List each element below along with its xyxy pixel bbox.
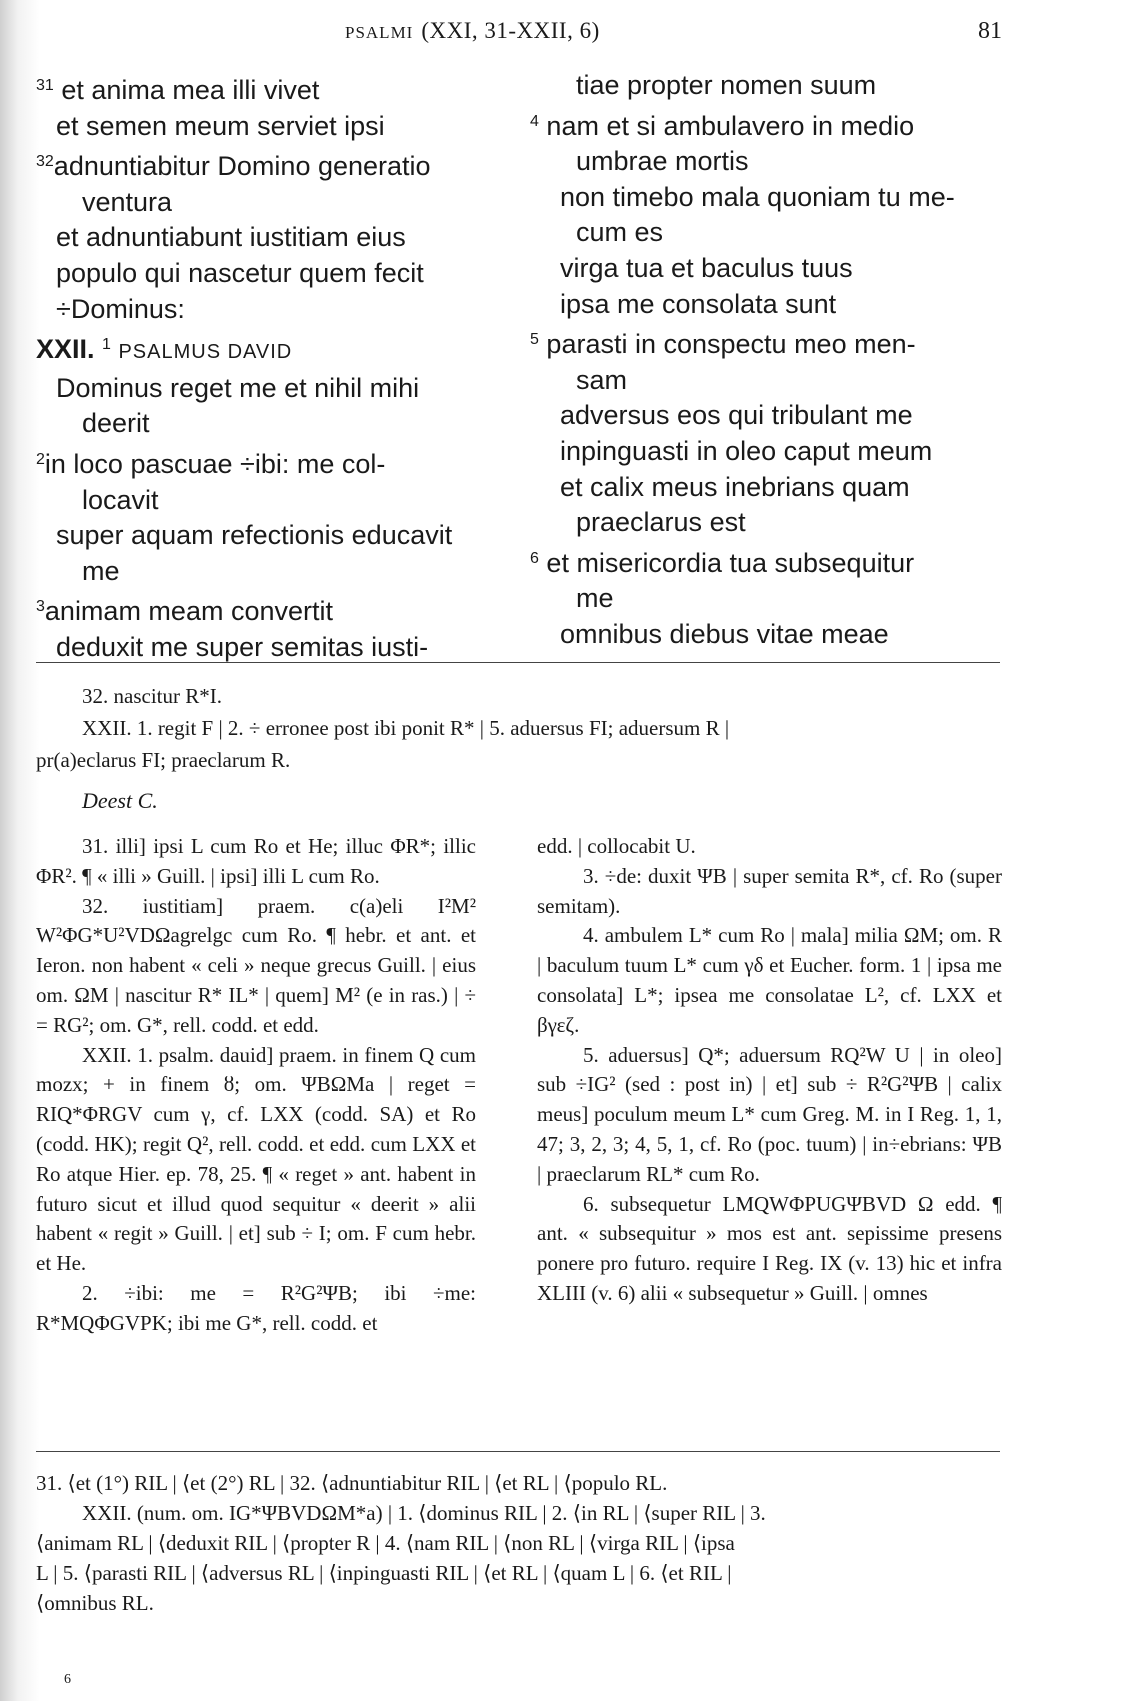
verse-line: umbrae mortis (576, 146, 749, 177)
verse-line: super aquam refectionis educavit (56, 520, 453, 551)
verse-line: praeclarus est (576, 507, 746, 538)
running-range: (XXI, 31-XXII, 6) (421, 18, 600, 43)
page-number: 81 (978, 18, 1002, 44)
apparatus-line: ⟨animam RL | ⟨deduxit RIL | ⟨propter R | 4. ⟨nam RIL | ⟨non RL | ⟨virga RIL | ⟨ipsa (36, 1531, 735, 1555)
verse-line: $^3$animam meam convertit (36, 596, 333, 627)
verse-line: deduxit me super semitas iusti- (56, 631, 429, 662)
verse-line: ventura (82, 186, 173, 217)
verse-line: virga tua et baculus tuus (560, 252, 853, 283)
apparatus-line: 32. nascitur R*I. (82, 684, 222, 708)
commentary-para: 31. illi] ipsi L cum Ro et He; illuc ΦR*; illic ΦR². ¶ « illi » Guill. | ipsi] illi L cum Ro. (36, 834, 476, 888)
verse-line: $^5$ parasti in conspectu meo men- (530, 329, 916, 360)
verse-line: omnibus diebus vitae meae (560, 618, 889, 649)
verse-line: Dominus reget me et nihil mihi (56, 372, 420, 403)
verse-line: sam (576, 364, 628, 395)
verse-line: et adnuntiabunt iustitiam eius (56, 222, 406, 253)
verse-column-left (36, 68, 476, 666)
verse-line: et semen meum serviet ipsi (56, 110, 385, 141)
divider-rule (36, 1451, 1000, 1452)
commentary-para: 2. ÷ibi: me = R²G²ΨB; ibi ÷me: R*MQΦGVPK; ibi me G*, rell. codd. et (36, 1280, 476, 1335)
divider-rule (36, 662, 1000, 663)
verse-line: $^6$ et misericordia tua subsequitur (530, 547, 915, 578)
verse-line: cum es (576, 217, 664, 248)
verse-line: deerit (82, 408, 150, 439)
verse-line: tiae propter nomen suum (576, 70, 877, 100)
verse-line: ipsa me consolata sunt (560, 288, 837, 319)
verse-line: $^{31}$ et anima mea illi vivet (36, 75, 320, 105)
verse-line: populo qui nascetur quem fecit (56, 257, 424, 288)
commentary-para: 6. subsequetur LMQWΦPUGΨBVD Ω edd. ¶ ant. « subsequitur » mos est ant. sepissime presens ponere pro futuro. require I Reg. IX (v. 13) hic et infra XLIII (v. 6) alii « subsequetur » Guill. | omnes (537, 1191, 1002, 1305)
commentary-para: edd. | collocabit U. (537, 834, 696, 858)
critical-apparatus-2 (36, 1468, 1000, 1618)
signature-mark: 6 (64, 1672, 71, 1687)
psalm-heading: XXII. $^1$ PSALMUS DAVID (36, 334, 293, 365)
running-head (345, 18, 600, 44)
verse-line: adversus eos qui tribulant me (560, 400, 913, 431)
commentary-para: 4. ambulem L* cum Ro | mala] milia ΩM; om. R | baculum tuum L* cum γδ et Eucher. form. 1 | ipsa me consolata] L*; ipsea me consolatae L², cf. LXX et βγεζ. (537, 923, 1002, 1037)
verse-line: et calix meus inebrians quam (560, 471, 910, 502)
verse-column-right (530, 68, 1010, 653)
commentary-column-right (537, 832, 1002, 1309)
verse-line: non timebo mala quoniam tu me- (560, 181, 955, 212)
apparatus-line: pr(a)eclarus FI; praeclarum R. (36, 748, 291, 772)
apparatus-line: 31. ⟨et (1°) RIL | ⟨et (2°) RL | 32. ⟨adnuntiabitur RIL | ⟨et RL | ⟨populo RL. (36, 1471, 668, 1495)
verse-line: ÷Dominus: (56, 293, 185, 324)
commentary-para: 3. ÷de: duxit ΨB | super semita R*, cf. Ro (super semitam). (537, 863, 1002, 918)
verse-line: $^2$in loco pascuae ÷ibi: me col- (36, 448, 386, 479)
verse-line: me (576, 583, 614, 614)
deest-note: Deest C. (82, 788, 158, 813)
apparatus-line: L | 5. ⟨parasti RIL | ⟨adversus RL | ⟨inpinguasti RIL | ⟨et RL | ⟨quam L | 6. ⟨et RIL | (36, 1561, 732, 1585)
commentary-para: 32. iustitiam] praem. c(a)eli I²M² W²ΦG*U²VDΩagrelgc cum Ro. ¶ hebr. et ant. et Ieron. non habent « celi » neque grecus Guill. | eius om. ΩM | nascitur R* IL* | quem] M² (e in ras.) | ÷ = RG²; om. G*, rell. codd. et edd. (36, 893, 476, 1037)
apparatus-line: ⟨omnibus RL. (36, 1591, 154, 1615)
apparatus-line: XXII. (num. om. IG*ΨBVDΩM*a) | 1. ⟨dominus RIL | 2. ⟨in RL | ⟨super RIL | 3. (82, 1501, 766, 1525)
critical-apparatus-1 (36, 680, 1000, 776)
apparatus-line: XXII. 1. regit F | 2. ÷ erronee post ibi ponit R* | 5. aduersus FI; aduersum R | (82, 716, 730, 740)
verse-line: me (82, 555, 120, 586)
verse-line: $^{32}$adnuntiabitur Domino generatio (36, 151, 431, 182)
commentary-para: XXII. 1. psalm. dauid] praem. in finem Q cum mozx; + in finem ȣ; om. ΨBΩMa | reget = RIQ*ΦRGV cum γ, cf. LXX (codd. SA) et Ro (codd. HK); regit Q², rell. codd. et edd. cum LXX et Ro atque Hier. ep. 78, 25. ¶ « reget » ant. habent in futuro sicut et illud quod sequitur « deerit » alii habent « regit » Guill. | et] sub ÷ I; om. F cum hebr. et He. (36, 1042, 476, 1276)
commentary-column-left (36, 832, 476, 1339)
commentary-para: 5. aduersus] Q*; aduersum RQ²W U | in oleo] sub ÷IG² (sed : post in) | et] sub ÷ R²G²ΨB | calix meus] poculum meum L* cum Greg. M. in I Reg. 1, 1, 47; 3, 2, 3; 4, 5, 1, cf. Ro (poc. tuum) | in÷ebrians: ΨB | praeclarum RL* cum Ro. (537, 1042, 1002, 1186)
verse-line: locavit (82, 484, 159, 515)
verse-line: $^4$ nam et si ambulavero in medio (530, 110, 915, 141)
running-title: PSALMI (345, 23, 414, 42)
verse-line: inpinguasti in oleo caput meum (560, 435, 933, 466)
